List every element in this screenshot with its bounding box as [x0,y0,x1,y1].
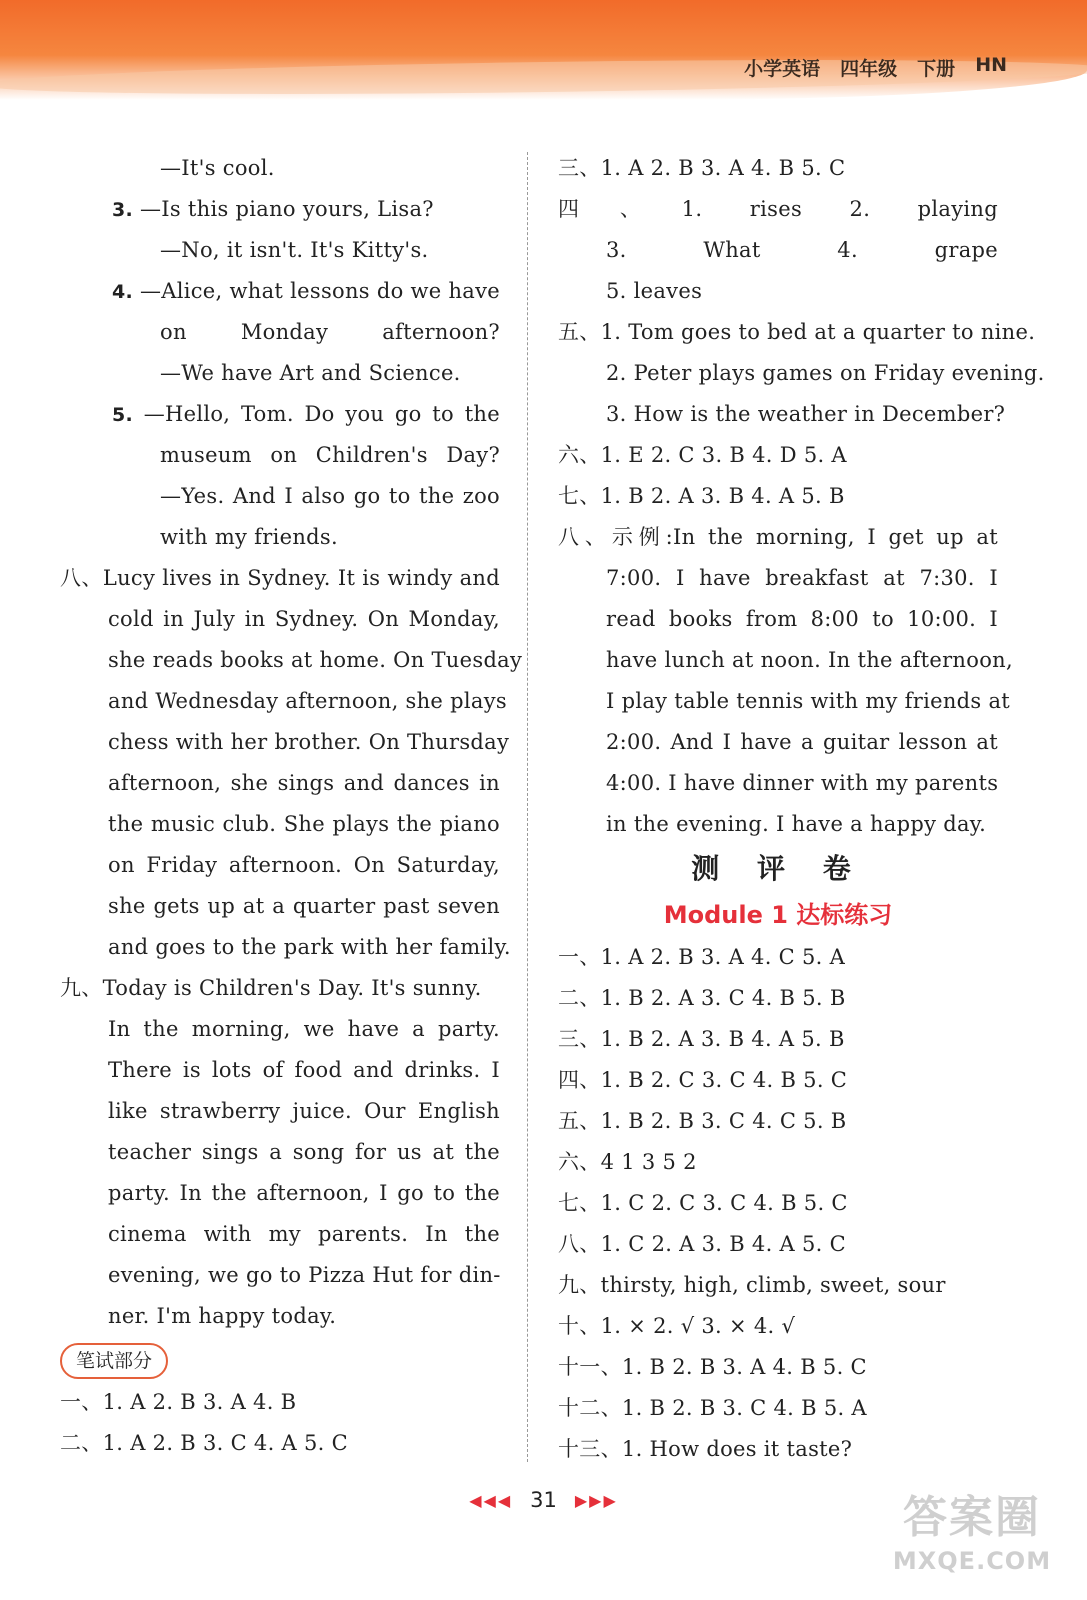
test-section-title: 测 评 卷 [691,852,865,885]
answer-line [60,1009,500,1050]
column-divider [527,152,528,1462]
answer-line [558,230,998,271]
answer-line [558,435,998,476]
line-text: —Is this piano yours, Lisa? [139,197,434,221]
line-text: 1. C 2. A 3. B 4. A 5. C [600,1232,846,1256]
line-text: 示例:In the morning, I get up at [611,525,998,549]
answer-line [558,640,1013,681]
line-text: ner. I'm happy today. [108,1304,337,1328]
answer-line [558,681,1011,722]
line-text: —It's cool. [160,156,275,180]
answer-line [60,804,500,845]
test-lines [558,937,998,1470]
line-text: the music club. She plays the piano [108,812,500,836]
item-marker: 八、 [558,525,612,549]
answer-line [60,435,500,476]
answer-line [60,230,500,271]
line-text: 1. B 2. C 3. C 4. B 5. C [600,1068,848,1092]
answer-line [60,1214,500,1255]
written-section-row [60,1337,500,1382]
answer-line [558,189,998,230]
item-marker: 六、 [558,443,601,467]
line-text: cold in July in Sydney. On Monday, [108,607,500,631]
item-marker: 八、 [60,566,103,590]
test-answer-line [558,1224,998,1265]
line-text: on Monday afternoon? [160,320,500,344]
answer-line [60,1050,500,1091]
line-text: 3. How is the weather in December? [606,402,1006,426]
line-text: 4 1 3 5 2 [600,1150,697,1174]
answer-line [60,517,500,558]
line-text: 1. B 2. A 3. B 4. A 5. B [600,484,845,508]
answer-line [558,476,998,517]
answer-line [60,558,500,599]
line-text: I play table tennis with my friends at [606,689,1011,713]
answer-line [60,1173,500,1214]
line-text: read books from 8:00 to 10:00. I [606,607,998,631]
item-marker: 三、 [558,156,601,180]
line-text: have lunch at noon. In the afternoon, [606,648,1013,672]
answer-line [60,845,500,886]
line-text: —Hello, Tom. Do you go to the [143,402,500,426]
answer-line [60,722,510,763]
line-text: museum on Children's Day? [160,443,500,467]
item-marker: 五、 [558,1109,601,1133]
line-text: 2. Peter plays games on Friday evening. [606,361,1045,385]
line-text: There is lots of food and drinks. I [108,1058,500,1082]
item-marker: 四、 [558,1068,601,1092]
answer-line [60,394,500,435]
answer-line [60,763,500,804]
test-answer-line [558,1060,998,1101]
test-answer-line [558,937,998,978]
right-lines [558,148,1045,845]
next-arrows-icon: ▶▶▶ [574,1490,618,1510]
answer-line [558,763,998,804]
test-answer-line [558,1142,998,1183]
answer-line [60,353,500,394]
line-text: 1. Tom goes to bed at a quarter to nine. [600,320,1036,344]
line-text: like strawberry juice. Our English [108,1099,500,1123]
item-marker: 七、 [558,484,601,508]
answer-line [558,558,998,599]
line-text: party. In the afternoon, I go to the [108,1181,500,1205]
subject-label: 小学英语 [744,58,821,80]
test-answer-line [558,1306,998,1347]
item-marker: 4. [112,281,140,303]
answer-line [60,886,500,927]
line-text: she reads books at home. On Tuesday [108,648,523,672]
written-lines [60,1382,500,1464]
line-text: teacher sings a song for us at the [108,1140,500,1164]
answer-line [558,148,998,189]
line-text: In the morning, we have a party. [108,1017,500,1041]
answer-line [558,312,1036,353]
line-text: 1. B 2. B 3. A 4. B 5. C [621,1355,867,1379]
item-marker: 十一、 [558,1355,622,1379]
test-answer-line [558,1347,998,1388]
test-answer-line [558,1429,998,1470]
line-text: afternoon, she sings and dances in [108,771,500,795]
edition-label: HN [975,54,1007,76]
answer-line [60,1255,500,1296]
left-column [60,148,523,1464]
item-marker: 七、 [558,1191,601,1215]
item-marker: 十三、 [558,1437,622,1461]
line-text: 1. B 2. A 3. C 4. B 5. B [600,986,846,1010]
item-marker: 十、 [558,1314,601,1338]
answer-line [60,640,523,681]
test-answer-line [558,1183,998,1224]
answer-line [60,271,500,312]
item-marker: 二、 [558,986,601,1010]
test-answer-line [558,1019,998,1060]
line-text: in the evening. I have a happy day. [606,812,987,836]
answer-line [60,1132,500,1173]
item-marker: 十二、 [558,1396,622,1420]
watermark-url: MXQE.COM [892,1547,1052,1575]
test-answer-line [558,978,998,1019]
line-text: on Friday afternoon. On Saturday, [108,853,500,877]
line-text: with my friends. [160,525,338,549]
line-text: thirsty, high, climb, sweet, sour [600,1273,946,1297]
watermark [887,1490,1057,1590]
line-text: and goes to the park with her family. [108,935,511,959]
answer-line [60,189,500,230]
item-marker: 一、 [558,945,601,969]
line-text: Today is Children's Day. It's sunny. [102,976,482,1000]
volume-label: 下册 [917,58,956,80]
line-text: 7:00. I have breakfast at 7:30. I [606,566,998,590]
module-title: Module 1 达标练习 [663,901,893,929]
answer-line [60,148,500,189]
line-text: 1. B 2. B 3. C 4. B 5. A [621,1396,867,1420]
answer-line [60,1296,500,1337]
line-text: 1. E 2. C 3. B 4. D 5. A [600,443,847,467]
line-text: 1. rises 2. playing [681,197,998,221]
test-answer-line [558,1101,998,1142]
line-text: 5. leaves [606,279,703,303]
line-text: she gets up at a quarter past seven [108,894,500,918]
line-text: 1. B 2. B 3. C 4. C 5. B [600,1109,847,1133]
item-marker: 八、 [558,1232,601,1256]
answer-line [60,599,500,640]
answer-line [60,968,500,1009]
answer-line [558,804,998,845]
line-text: 4:00. I have dinner with my parents [606,771,999,795]
item-marker: 三、 [558,1027,601,1051]
answer-line [558,353,1045,394]
item-marker: 二、 [60,1431,103,1455]
written-answer-line [60,1382,500,1423]
answer-line [558,517,998,558]
item-marker: 5. [112,404,144,426]
test-answer-line [558,1265,998,1306]
line-text: 2:00. And I have a guitar lesson at [606,730,998,754]
answer-line [558,271,998,312]
answer-line [60,927,511,968]
answer-line [558,394,1006,435]
line-text: 1. A 2. B 3. C 4. A 5. C [102,1431,348,1455]
answer-line [60,312,500,353]
line-text: and Wednesday afternoon, she plays [108,689,507,713]
answer-line [558,599,998,640]
line-text: chess with her brother. On Thursday [108,730,510,754]
answer-line [60,476,500,517]
line-text: cinema with my parents. In the [108,1222,500,1246]
item-marker: 九、 [60,976,103,1000]
item-marker: 四、 [558,197,682,221]
answer-line [558,722,998,763]
written-answer-line [60,1423,500,1464]
line-text: 1. How does it taste? [621,1437,853,1461]
line-text: —Alice, what lessons do we have [139,279,501,303]
item-marker: 九、 [558,1273,601,1297]
line-text: 3. What 4. grape [606,238,998,262]
answer-line [60,681,507,722]
item-marker: 一、 [60,1390,103,1414]
line-text: 1. A 2. B 3. A 4. B 5. C [600,156,846,180]
line-text: 1. A 2. B 3. A 4. C 5. A [600,945,846,969]
line-text: 1. A 2. B 3. A 4. B [102,1390,297,1414]
line-text: 1. C 2. C 3. C 4. B 5. C [600,1191,848,1215]
watermark-logo: 答案圈 [903,1492,1041,1543]
line-text: 1. B 2. A 3. B 4. A 5. B [600,1027,845,1051]
test-answer-line [558,1388,998,1429]
item-marker: 3. [112,199,140,221]
right-column [558,148,1045,1470]
answer-line [60,1091,500,1132]
line-text: —We have Art and Science. [160,361,461,385]
left-lines [60,148,523,1337]
written-section-label: 笔试部分 [60,1343,168,1379]
line-text: —Yes. And I also go to the zoo [160,484,500,508]
line-text: —No, it isn't. It's Kitty's. [160,238,429,262]
page-number: 31 [530,1488,557,1512]
item-marker: 六、 [558,1150,601,1174]
header-tags [744,54,1007,81]
grade-label: 四年级 [840,58,898,80]
item-marker: 五、 [558,320,601,344]
line-text: evening, we go to Pizza Hut for din- [108,1263,501,1287]
line-text: Lucy lives in Sydney. It is windy and [102,566,500,590]
header-banner [0,0,1087,100]
line-text: 1. × 2. √ 3. × 4. √ [600,1314,796,1338]
prev-arrows-icon: ◀◀◀ [469,1490,513,1510]
